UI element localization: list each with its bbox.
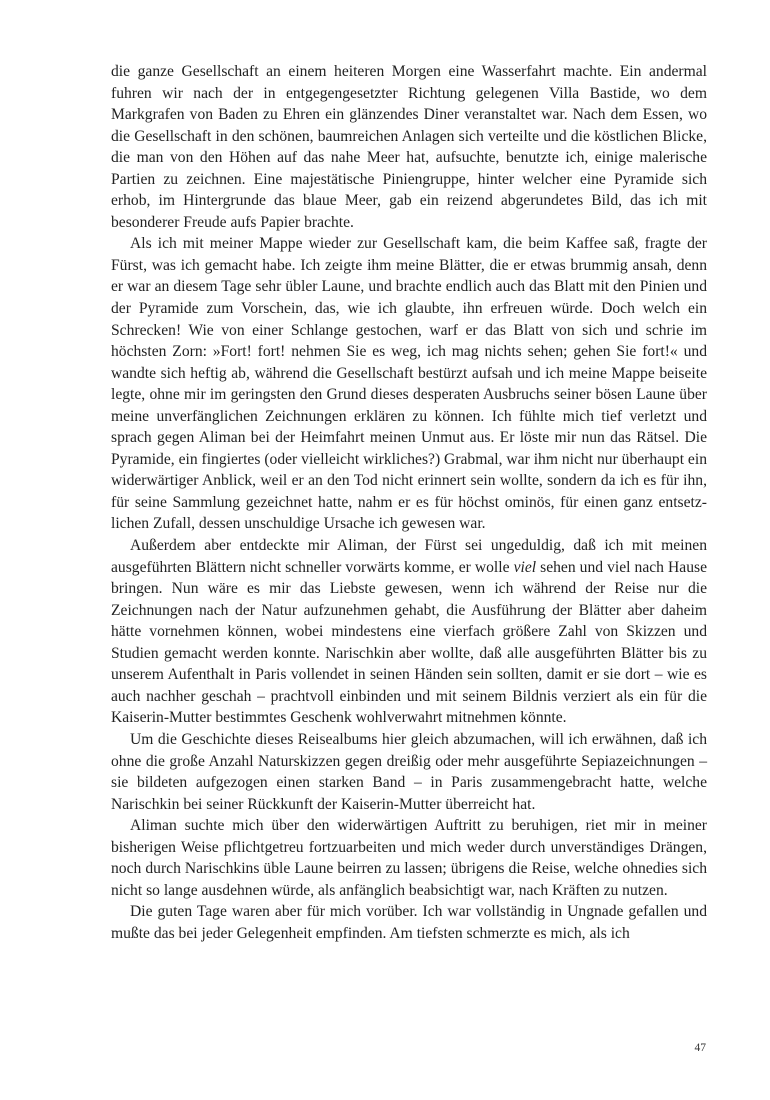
paragraph <box>111 535 707 729</box>
text-segment: Aliman suchte mich über den widerwärtigen Auftritt zu beruhigen, riet mir in meiner bisherigen Weise pflichtgetreu fortzuarbeiten und mich weder durch unverständiges Drängen, noch durch Narischkins üble Laune beirren zu lassen; übrigens die Reise, welche ohnedies sich nicht so lange ausdehnen würde, als anfänglich beabsichtigt war, nach Kräften zu nutzen. <box>111 817 707 899</box>
text-segment: die ganze Gesellschaft an einem heiteren Morgen eine Wasserfahrt machte. Ein andermal fuhren wir nach der in entgegengesetzter Richtung gelegenen Villa Bastide, wo dem Markgrafen von Baden zu Ehren ein glänzendes Diner veranstaltet war. Nach dem Essen, wo die Gesellschaft in den schönen, baumreichen Anlagen sich verteilte und die köstlichen Blicke, die man von den Höhen auf das nahe Meer hat, aufsuchte, benutzte ich, einige malerische Partien zu zeichnen. Eine majestätische Piniengruppe, hinter welcher eine Pyramide sich erhob, im Hintergrunde das blaue Meer, gab ein reizend abgerundetes Bild, das ich mit besonderer Freude aufs Papier brachte. <box>111 63 707 231</box>
paragraph <box>111 815 707 901</box>
body-text <box>111 61 707 944</box>
paragraph <box>111 233 707 535</box>
text-segment: sehen und viel nach Hause bringen. Nun wäre es mir das Liebste gewesen, wenn ich während der Reise nur die Zeichnungen nach der Natur aufzunehmen gehabt, die Ausführung der Blätter aber daheim hätte vornehmen können, wobei mindestens eine vierfach größere Zahl von Skizzen und Studien gemacht werden konnte. Narischkin aber wollte, daß alle ausgeführten Blätter bis zu unserem Aufenthalt in Paris vollendet in seinen Händen sein sollten, damit er sie dort – wie es auch nachher geschah – prachtvoll einbinden und mit seinem Bildnis verziert als ein für die Kaiserin-Mutter bestimmtes Geschenk wohlverwahrt mitnehmen könnte. <box>111 558 707 727</box>
text-segment: Als ich mit meiner Mappe wieder zur Gesellschaft kam, die beim Kaffee saß, fragte der Fürst, was ich gemacht habe. Ich zeigte ihm meine Blätter, die er etwas brummig ansah, denn er war an diesem Tage sehr übler Laune, und brachte endlich auch das Blatt mit den Pinien und der Pyramide zum Vorschein, das, wie ich glaubte, ihn erfreuen würde. Doch welch ein Schrecken! Wie von einer Schlange gestochen, warf er das Blatt von sich und schrie im höchsten Zorn: »Fort! fort! nehmen Sie es weg, ich mag nichts sehen; gehen Sie fort!« und wandte sich heftig ab, während die Gesellschaft bestürzt aufsah und ich meine Mappe beiseite legte, ohne mir im geringsten den Grund dieses desperaten Ausbruchs seiner bösen Laune über meine unverfänglichen Zeichnungen erklären zu können. Ich fühlte mich tief verletzt und sprach gegen Aliman bei der Heimfahrt meinen Unmut aus. Er löste mir nun das Rätsel. Die Pyramide, ein fingiertes (oder vielleicht wirkliches?) Grabmal, war ihm nicht nur überhaupt ein widerwärtiger Anblick, weil er an den Tod nicht erinnert sein wollte, sondern da ich es für ihn, für seine Sammlung gezeichnet hatte, nahm er es für höchst ominös, für einen ganz entsetzlichen Zufall, dessen unschuldige Ursache ich gewesen war. <box>111 235 707 533</box>
text-segment: Außerdem aber entdeckte mir Aliman, der Fürst sei ungeduldig, daß ich mit meinen ausgeführten Blättern nicht schneller vorwärts komme, er wolle <box>111 537 707 576</box>
text-segment: Die guten Tage waren aber für mich vorüber. Ich war vollständig in Ungnade gefallen und mußte das bei jeder Gelegenheit empfinden. Am tiefsten schmerzte es mich, als ich <box>111 903 707 942</box>
italic-text-segment: viel <box>513 558 537 576</box>
page-number: 47 <box>694 1042 706 1054</box>
paragraph <box>111 61 707 233</box>
paragraph <box>111 901 707 944</box>
paragraph <box>111 729 707 815</box>
text-segment: Um die Geschichte dieses Reisealbums hier gleich abzumachen, will ich erwähnen, daß ich ohne die große Anzahl Naturskizzen gegen dreißig oder mehr ausgeführte Sepiazeichnungen – sie bildeten aufgezogen einen starken Band – in Paris zusammengebracht hatte, welche Narischkin bei seiner Rückkunft der Kaiserin-Mutter überreicht hat. <box>111 730 707 813</box>
